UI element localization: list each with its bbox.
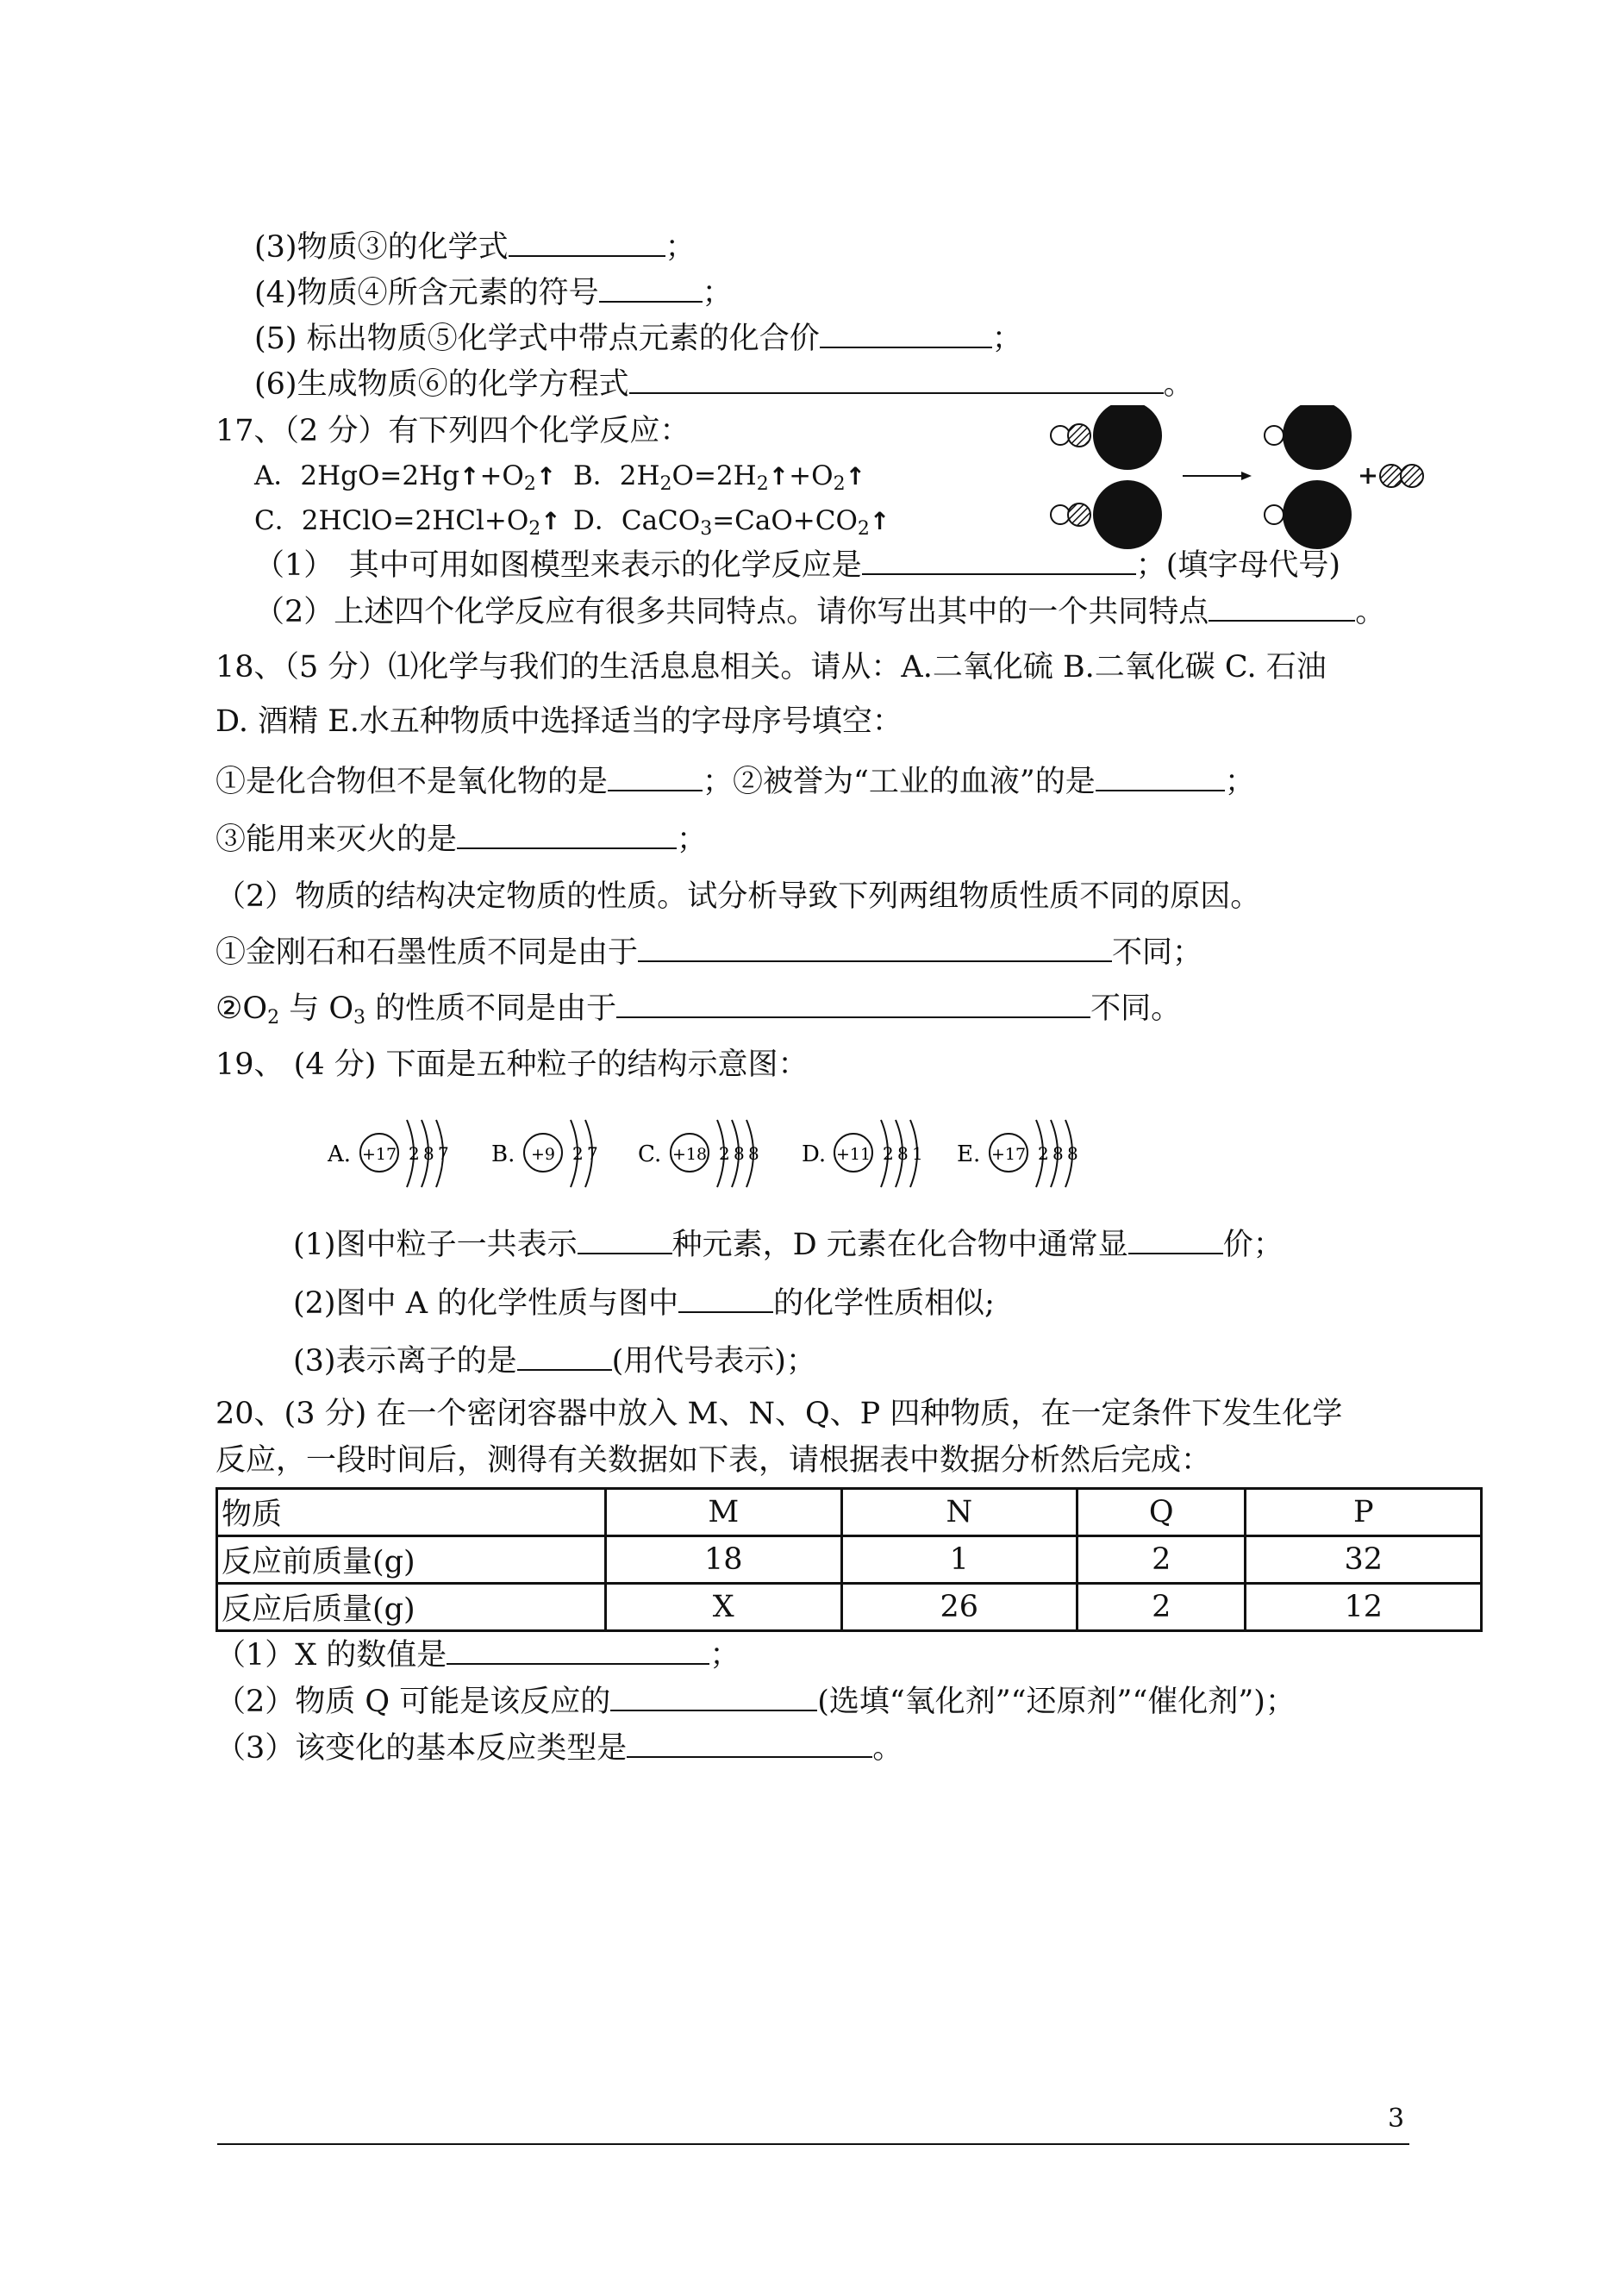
answer-blank[interactable] [629,366,1164,394]
answer-blank[interactable] [578,1227,672,1254]
q18-line-6: ①金刚石和石墨性质不同是由于 不同； [215,935,1203,970]
q17-reaction-b: B．$2H_2O=2H_2↑+O_2↑$ [573,460,866,495]
q17-reaction-d: D．$CaCO_3=CaO+CO_2↑$ [573,505,890,540]
answer-blank[interactable] [1096,764,1225,791]
answer-blank[interactable] [447,1637,709,1665]
answer-blank[interactable] [517,1343,612,1371]
q19-part-1: (1)图中粒子一共表示 种元素，D 元素在化合物中通常显 价； [293,1228,1284,1262]
answer-blank[interactable] [616,991,1090,1018]
table-cell: 18 [606,1536,842,1584]
q18-line-2: D. 酒精 E.水五种物质中选择适当的字母序号填空： [215,704,903,739]
q16-line-3: (3)物质③的化学式 ； [254,230,696,265]
table-cell: P [1246,1489,1482,1536]
shell-electron-count: 8 [897,1143,909,1164]
shell-electron-count: 7 [438,1143,449,1164]
nucleus-charge: +9 [530,1145,556,1164]
q20-line-2: 反应，一段时间后，测得有关数据如下表，请根据表中数据分析然后完成： [215,1443,1212,1478]
atom-label: A. [328,1141,352,1167]
nucleus-charge: +18 [671,1145,708,1164]
shell-electron-count: 2 [572,1143,584,1164]
table-cell: Q [1077,1489,1246,1536]
table-cell: M [606,1489,842,1536]
q17-part-1: （1） 其中可用如图模型来表示的化学反应是 ；(填字母代号) [254,548,1341,583]
atom-label: C. [638,1141,662,1167]
atom-label: D. [802,1141,827,1167]
answer-blank[interactable] [638,935,1112,962]
q17-part-2: （2）上述四个化学反应有很多共同特点。请你写出其中的一个共同特点 。 [254,595,1386,629]
table-cell: X [606,1584,842,1631]
molecule-model-figure [1043,405,1491,552]
q16-line-6: (6)生成物质⑥的化学方程式 。 [254,367,1194,402]
q17-reaction-c: C．$2HClO=2HCl+O_2↑$ [254,505,561,540]
answer-blank[interactable] [608,764,703,791]
q18-line-7: $②O_2$ 与 $O_3$ 的性质不同是由于 不同。 [215,991,1182,1029]
answer-blank[interactable] [627,1730,872,1758]
table-cell: 26 [841,1584,1077,1631]
q18-line-5: （2）物质的结构决定物质的性质。试分析导致下列两组物质性质不同的原因。 [215,879,1261,914]
shell-electron-count: 8 [748,1143,759,1164]
mass-data-table [215,1487,1483,1632]
answer-blank[interactable] [509,229,665,257]
product-molecule [1380,465,1423,487]
q18-line-4: ③能用来灭火的是 ； [215,822,708,857]
answer-blank[interactable] [1128,1227,1223,1254]
shell-electron-count: 8 [423,1143,434,1164]
answer-blank[interactable] [1209,594,1355,622]
q17-reaction-a: A．$2HgO=2Hg↑+O_2↑$ [254,460,557,495]
q20-part-1: （1）X 的数值是 ； [215,1638,740,1673]
shell-electron-count: 2 [719,1143,730,1164]
footer-divider [217,2143,1409,2145]
q19-part-2: (2)图中 A 的化学性质与图中 的化学性质相似; [293,1286,995,1321]
arrow-icon [1183,472,1252,480]
nucleus-charge: +11 [835,1145,871,1164]
table-cell: 2 [1077,1536,1246,1584]
table-cell: 12 [1246,1584,1482,1631]
q16-line-4: (4)物质④所含元素的符号 ； [254,276,733,310]
table-cell: 物质 [217,1489,606,1536]
atom-diagram-b [491,1120,598,1187]
answer-blank[interactable] [678,1285,773,1313]
q18-line-1: 18、（5 分）⑴化学与我们的生活息息相关。请从：A.二氧化硫 B.二氧化碳 C. 石油 [215,650,1327,685]
q20-part-3: （3）该变化的基本反应类型是 。 [215,1731,903,1766]
page-number: 3 [1388,2104,1405,2134]
product-molecule [1265,405,1352,470]
answer-blank[interactable] [862,547,1136,575]
q19-part-3: (3)表示离子的是 (用代号表示)； [293,1344,816,1379]
q20-line-1: 20、(3 分) 在一个密闭容器中放入 M、N、Q、P 四种物质，在一定条件下发生化学 [215,1397,1343,1431]
table-row [217,1584,1482,1631]
table-cell: 32 [1246,1536,1482,1584]
table-cell: 反应后质量(g) [217,1584,606,1631]
reactant-molecule [1051,480,1162,549]
q20-part-2: （2）物质 Q 可能是该反应的 (选填“氧化剂”“还原剂”“催化剂”)； [215,1685,1296,1719]
nucleus-charge: +17 [361,1145,397,1164]
answer-blank[interactable] [820,321,992,348]
table-cell: N [841,1489,1077,1536]
q19-heading: 19、 (4 分) 下面是五种粒子的结构示意图： [215,1047,809,1082]
shell-electron-count: 2 [1038,1143,1049,1164]
plus-icon [1360,468,1376,484]
shell-electron-count: 1 [912,1143,923,1164]
atom-label: E. [957,1141,981,1167]
nucleus-charge: +17 [990,1145,1027,1164]
table-cell: 1 [841,1536,1077,1584]
table-row [217,1536,1482,1584]
answer-blank[interactable] [599,275,703,303]
atom-diagram-e [957,1120,1078,1187]
shell-electron-count: 8 [734,1143,745,1164]
shell-electron-count: 7 [587,1143,598,1164]
atom-label: B. [491,1141,515,1167]
q16-line-5: (5) 标出物质⑤化学式中带点元素的化合价 ； [254,322,1022,356]
table-cell: 2 [1077,1584,1246,1631]
answer-blank[interactable] [457,822,677,849]
product-molecule [1265,480,1352,549]
shell-electron-count: 2 [883,1143,894,1164]
shell-electron-count: 2 [409,1143,420,1164]
atom-structure-diagrams [328,1108,1103,1203]
q17-heading: 17、（2 分）有下列四个化学反应： [215,414,690,448]
table-header-row [217,1489,1482,1536]
atom-diagram-d [802,1120,923,1187]
atom-diagram-a [328,1120,449,1187]
reactant-molecule [1051,405,1162,470]
shell-electron-count: 8 [1052,1143,1064,1164]
shell-electron-count: 8 [1067,1143,1078,1164]
answer-blank[interactable] [610,1684,817,1711]
q18-line-3: ①是化合物但不是氧化物的是 ；②被誉为“工业的血液”的是 ； [215,765,1255,799]
atom-diagram-c [638,1120,759,1187]
table-cell: 反应前质量(g) [217,1536,606,1584]
